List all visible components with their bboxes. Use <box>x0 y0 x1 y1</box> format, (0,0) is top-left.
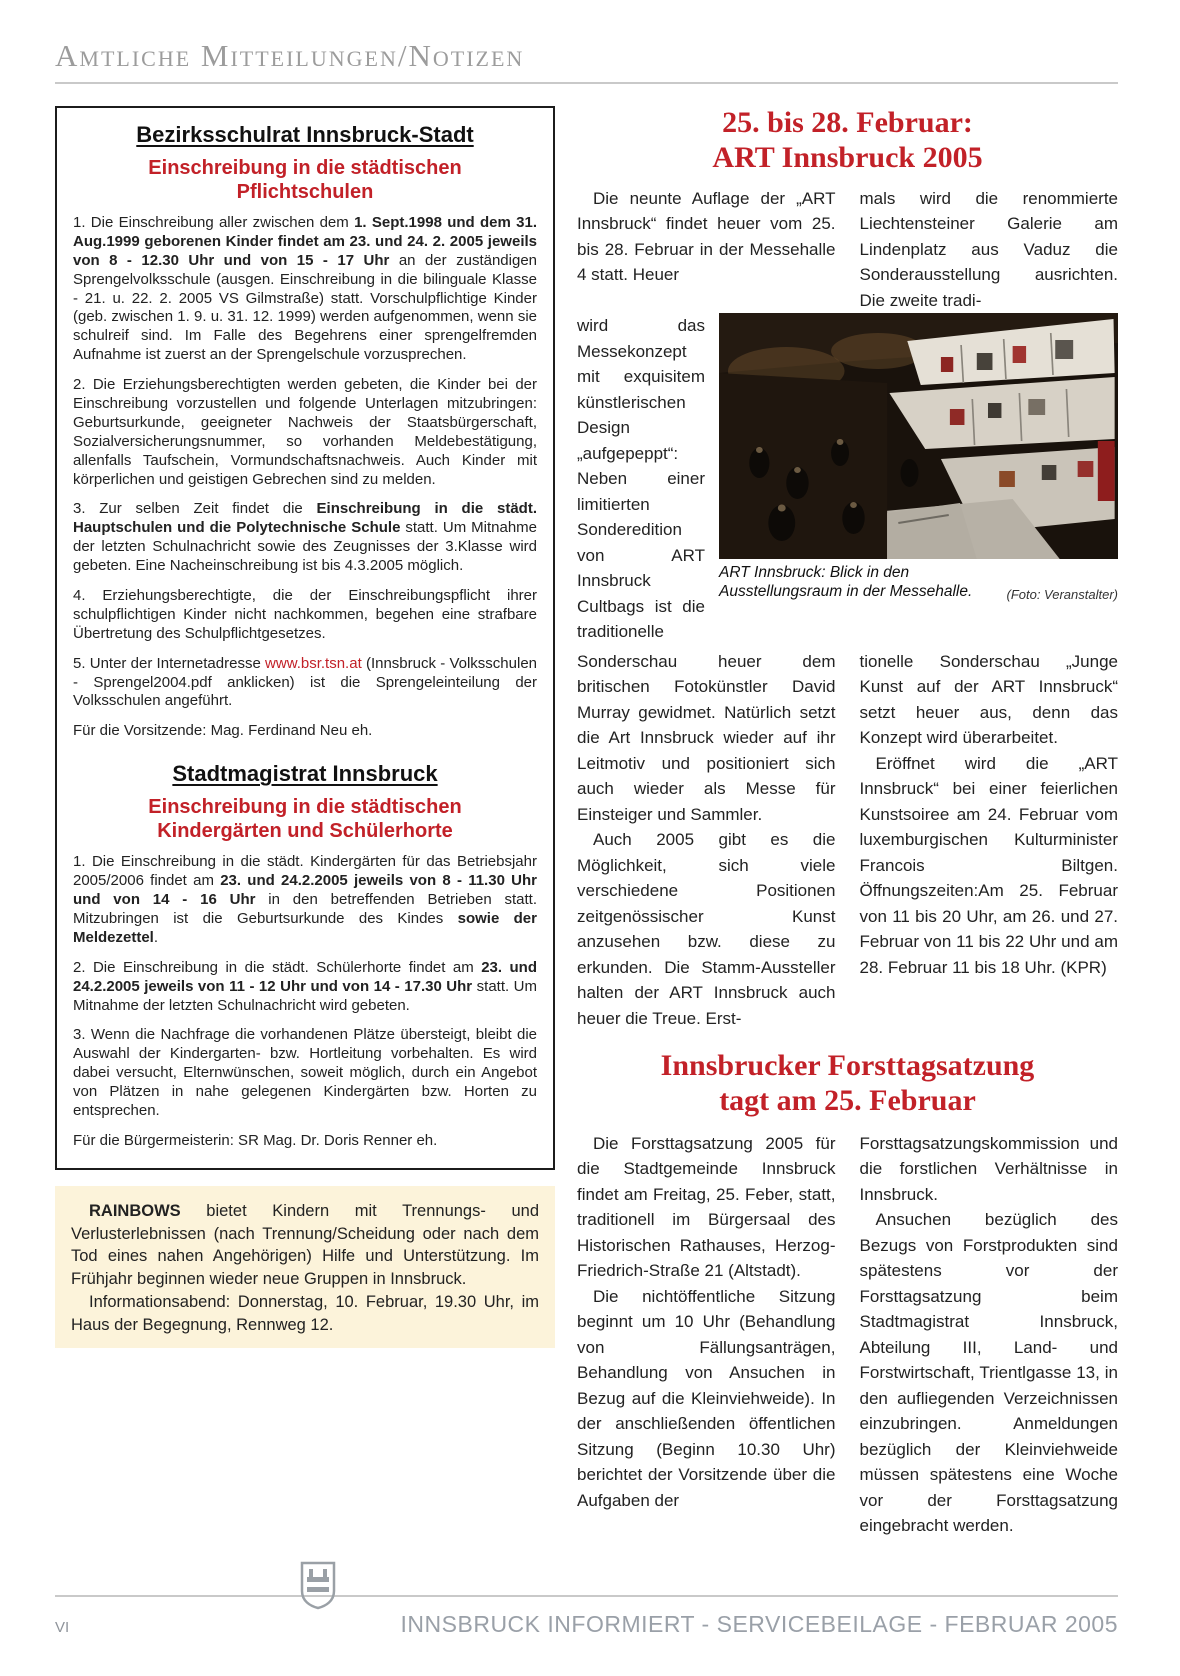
paragraph <box>73 655 537 712</box>
text-segment: 23. und 24.2.2005 jeweils von 8 - 11.30 Uhr und von 14 - 16 Uhr <box>73 872 537 909</box>
footer-row <box>55 1597 1118 1638</box>
content-area <box>55 106 1118 1539</box>
paragraph <box>73 214 537 365</box>
text-segment: bietet Kindern mit Trennungs- und Verlusterlebnissen (nach Trennung/Scheidung oder nach dem Tod eines nahen Angehörigen) Hilfe und Unterstützung. Im Frühjahr beginnen wieder neue Gruppen in Innsbruck. <box>71 1201 539 1289</box>
section-subtitle: Einschreibung in die städtischen Pflichtschulen <box>148 157 462 203</box>
paragraph <box>73 376 537 489</box>
paragraph <box>73 959 537 1016</box>
text-segment: 1. Sept.1998 und dem 31. Aug.1999 geborenen Kinder findet am 23. und 24. 2. 2005 jeweils von 8 - 12.30 Uhr und von 15 - 17 Uhr <box>73 214 537 269</box>
rainbows-paragraph <box>71 1291 539 1337</box>
page-header-title: Amtliche Mitteilungen/Notizen <box>55 38 525 73</box>
paragraph: Auch 2005 gibt es die Möglichkeit, sich viele verschiedene Positionen zeitgenössischer Kunst anzusehen bzw. diese zu erkunden. Die Stamm-Aussteller halten der ART Innsbruck auch heuer die Treue. Erst- <box>577 830 836 1028</box>
paragraph: Ansuchen bezüglich des Bezugs von Forstprodukten sind spätestens vor der Forsttagsatzung beim Stadtmagistrat Innsbruck, Abteilung III, Land- und Forstwirtschaft, Trientlgasse 13, in den aufliegenden Verzeichnissen einzubringen. Anmeldungen bezüglich der Kleinviehweide müssen spätestens eine Woche vor der Forsttagsatzung eingebracht werden. <box>859 1210 1118 1536</box>
signature: Für die Vorsitzende: Mag. Ferdinand Neu eh. <box>73 722 373 740</box>
text-segment: sowie der Meldezettel <box>73 909 537 946</box>
left-column <box>55 106 555 1348</box>
page-number: VI <box>55 1619 70 1636</box>
narrow-text-column <box>577 313 705 645</box>
photo-caption-text: ART Innsbruck: Blick in den Ausstellungsraum in der Messehalle. <box>719 564 973 601</box>
text-segment: . <box>153 928 159 946</box>
text-segment: Informationsabend: Donnerstag, 10. Februar, 19.30 Uhr, im Haus der Begegnung, Rennweg 12. <box>71 1292 539 1334</box>
footer-title: INNSBRUCK INFORMIERT - SERVICEBEILAGE - FEBRUAR 2005 <box>400 1611 1118 1637</box>
article-title-line2: tagt am 25. Februar <box>719 1083 976 1117</box>
text-segment: 1. Die Einschreibung aller zwischen dem <box>73 214 355 231</box>
rainbows-paragraph <box>71 1200 539 1291</box>
forst-right-column <box>860 1131 1119 1539</box>
section-title: Stadtmagistrat Innsbruck <box>172 761 438 787</box>
signature: Für die Bürgermeisterin: SR Mag. Dr. Doris Renner eh. <box>73 1131 438 1149</box>
text-segment: in den betreffenden Betrieben statt. Mitzubringen ist die Geburtsurkunde des Kindes <box>73 891 537 927</box>
photo-figure <box>719 313 1118 645</box>
paragraph: tionelle Sonderschau „Junge Kunst auf der ART Innsbruck“ setzt heuer aus, denn das Konzept wird überarbeitet. <box>859 651 1118 748</box>
text-segment: RAINBOWS <box>89 1201 181 1220</box>
article-columns <box>577 1131 1118 1539</box>
paragraph: Forsttagsatzungskommission und die forstlichen Verhältnisse in Innsbruck. <box>859 1133 1118 1204</box>
page-footer <box>55 1595 1118 1638</box>
text-segment: (Innsbruck - Volksschulen - Sprengel2004.pdf anklicken) ist die Sprengeleinteilung der Volksschulen angeführt. <box>73 654 537 710</box>
intro-left-column <box>577 186 836 314</box>
section-bezirksschulrat <box>73 122 537 741</box>
paragraph <box>73 1026 537 1120</box>
text-segment: 2. Die Einschreibung in die städt. Schülerhorte findet am <box>73 958 482 976</box>
exhibition-photo <box>719 313 1118 559</box>
text-segment: 3. Zur selben Zeit findet die <box>73 500 317 518</box>
page-header <box>55 38 1118 84</box>
article-bottom-columns <box>577 649 1118 1032</box>
paragraph: Die nichtöffentliche Sitzung beginnt um 10 Uhr (Behandlung von Fällungsanträgen, Behandlung von Ansuchen in Bezug auf die Kleinviehweide). In der anschließenden öffentlichen Sitzung (Beginn 10.30 Uhr) berichtet der Vorsitzende über die Aufgaben der <box>577 1286 836 1510</box>
paragraph: Die Forsttagsatzung 2005 für die Stadtgemeinde Innsbruck findet am Freitag, 25. Feber, statt, traditionell im Bürgersaal des Historischen Rathauses, Herzog-Friedrich-Straße 21 (Altstadt). <box>577 1133 836 1281</box>
paragraph: wird das Messekonzept mit exquisitem künstlerischen Design „aufgepeppt“: Neben einer limitierten Sonderedition von ART Innsbruck Cultbags ist die traditionelle <box>577 316 705 642</box>
paragraph: mals wird die renommierte Liechtensteiner Galerie am Lindenplatz aus Vaduz die Sonderausstellung ausrichten. Die zweite tradi- <box>859 188 1118 310</box>
paragraph <box>73 853 537 947</box>
official-notice-box <box>55 106 555 1170</box>
rainbows-notice <box>55 1186 555 1349</box>
article-title-line1: 25. bis 28. Februar: <box>722 106 973 139</box>
photo-credit: (Foto: Veranstalter) <box>1006 586 1118 602</box>
text-segment: statt. Um Mitnahme der letzten Schulnachricht wird gebeten. <box>73 977 537 1014</box>
text-segment: 1. Die Einschreibung in die städt. Kindergärten für das Betriebsjahr 2005/2006 findet am <box>73 853 537 890</box>
url-link[interactable]: www.bsr.tsn.at <box>265 654 362 672</box>
text-segment: Einschreibung in die städt. Hauptschulen und die Polytechnische Schule <box>73 500 537 537</box>
right-column <box>577 106 1118 1539</box>
text-segment: 4. Erziehungsberechtigte, die der Einschreibungspflicht ihrer schulpflichtigen Kinder nicht nachkommen, begehen eine strafbare Übertretung des Schulpflichtgesetzes. <box>73 587 537 642</box>
paragraph: Eröffnet wird die „ART Innsbruck“ bei einer feierlichen Kunstsoiree am 24. Februar vom luxemburgischen Kulturminister Francois Biltgen. Öffnungszeiten:Am 25. Februar von 11 bis 20 Uhr, am 26. und 27. Februar von 11 bis 22 Uhr und am 28. Februar 11 bis 18 Uhr. (KPR) <box>859 753 1118 977</box>
city-crest-icon <box>298 1561 338 1611</box>
text-segment: statt. Um Mitnahme der letzten Schulnachricht sowie des Zeugnisses der 3.Klasse wird gebeten. Eine Nacheinschreibung ist bis 4.3.2005 möglich. <box>73 519 538 575</box>
photo-caption <box>719 559 1118 602</box>
paragraph <box>73 500 537 576</box>
section-subtitle: Einschreibung in die städtischen Kindergärten und Schülerhorte <box>148 796 462 843</box>
paragraph: Die neunte Auflage der „ART Innsbruck“ findet heuer vom 25. bis 28. Februar in der Messehalle 4 statt. Heuer <box>577 188 836 285</box>
article-intro-columns <box>577 186 1118 314</box>
article-title-line2: ART Innsbruck 2005 <box>712 140 983 174</box>
text-segment: 2. Die Erziehungsberechtigten werden gebeten, die Kinder bei der Einschreibung vorzustellen und folgende Unterlagen mitzubringen: Geburtsurkunde, geeigneter Nachweis der Staatsbürgerschaft, Sozialversicherungsnummer, so vorhanden Meldebestätigung, allenfalls Taufschein, Vormundschaftsnachweis. Auch Kinder mit körperlichen und geistigen Gebrechen sind zu melden. <box>73 376 537 488</box>
intro-right-column <box>860 186 1119 314</box>
paragraph <box>73 587 537 644</box>
art-innsbruck-article <box>577 106 1118 1031</box>
text-segment: 23. und 24.2.2005 jeweils von 11 - 12 Uhr und von 14 - 17.30 Uhr <box>73 958 538 995</box>
paragraph: Sonderschau heuer dem britischen Fotokünstler David Murray gewidmet. Natürlich setzt die Art Innsbruck wieder auf ihr Leitmotiv und positioniert sich auch wieder als Messe für Einsteiger und Sammler. <box>577 651 836 824</box>
text-segment: an der zuständigen Sprengelvolksschule (ausgen. Einschreibung in die bilinguale Klasse - 21. u. 22. 2. 2005 VS Gilmstraße) statt. Vorschulpflichtige Kinder (geb. zwischen 1. 9. u. 31. 12. 1999) werden aufgenommen, wenn sie schulreif sind. Im Falle des Begehrens einer sprengelfremden Aufnahme ist zuerst an der Sprengelschule vorzusprechen. <box>73 251 538 364</box>
article-title-line1: Innsbrucker Forsttagsatzung <box>660 1049 1035 1083</box>
article-title <box>577 106 1118 176</box>
text-segment: 5. Unter der Internetadresse <box>73 654 266 672</box>
photo-zone <box>577 313 1118 645</box>
forsttagsatzung-article <box>577 1049 1118 1539</box>
article-title <box>577 1049 1118 1119</box>
section-title: Bezirksschulrat Innsbruck-Stadt <box>136 122 474 147</box>
bottom-left-column <box>577 649 836 1032</box>
text-segment: 3. Wenn die Nachfrage die vorhandenen Plätze übersteigt, bleibt die Auswahl der Kindergarten- bzw. Hortleitung vorbehalten. Es wird dabei versucht, Elternwünschen, soweit möglich, durch ein Angebot von Plätzen in nahe gelegenen Kindergärten bzw. Horten zu entsprechen. <box>73 1026 537 1119</box>
bottom-right-column <box>860 649 1119 1032</box>
section-stadtmagistrat <box>73 761 537 1150</box>
forst-left-column <box>577 1131 836 1539</box>
